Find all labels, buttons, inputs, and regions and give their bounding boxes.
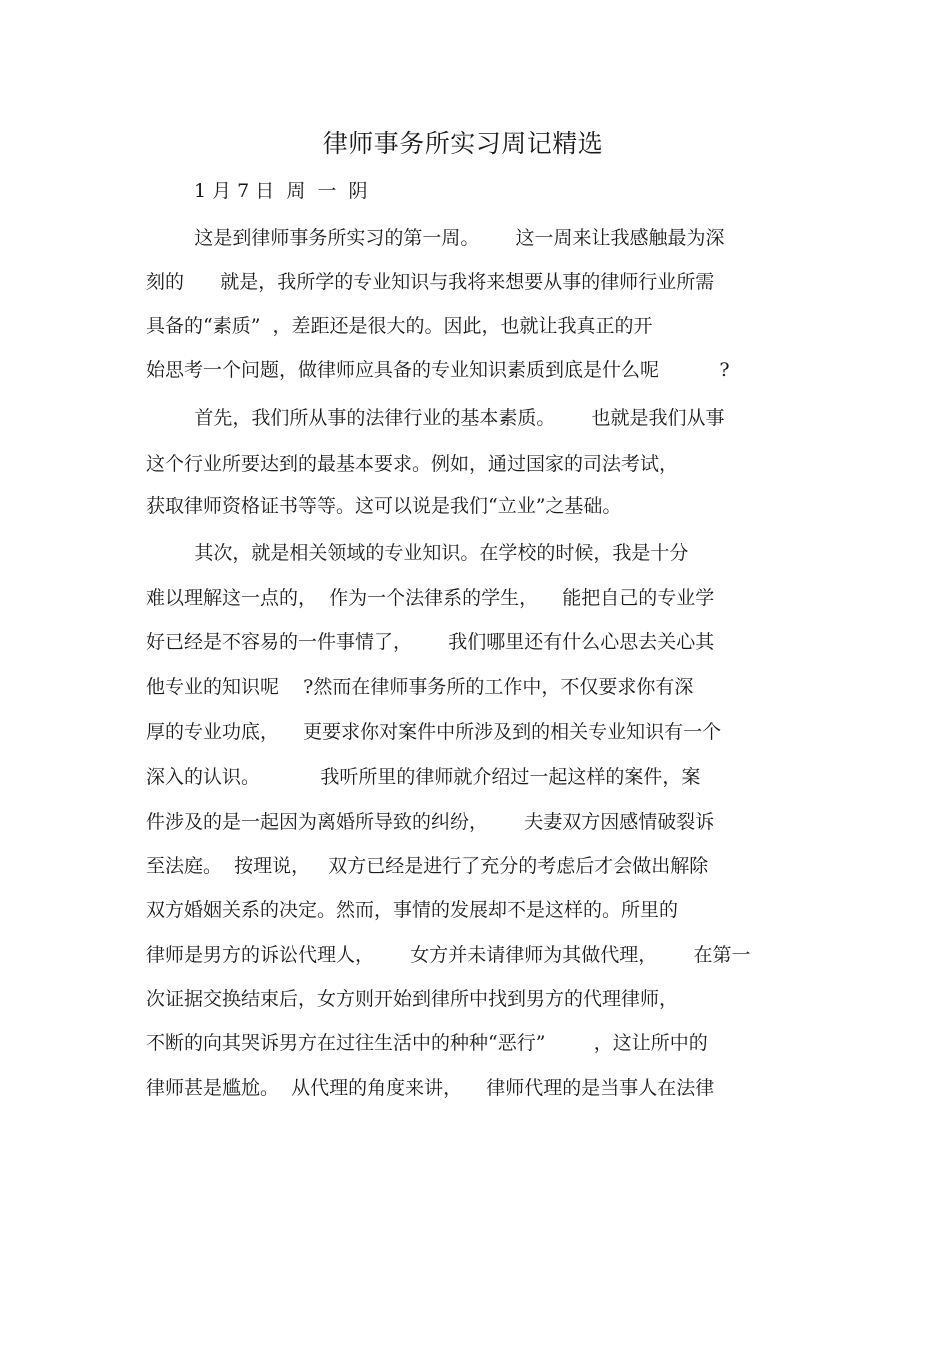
text-line: 不断的向其哭诉男方在过往生活中的种种“恶行” ，这让所中的 bbox=[146, 1032, 708, 1054]
text-line: 这个行业所要达到的最基本要求。例如，通过国家的司法考试， bbox=[146, 453, 679, 475]
text-line: 首先，我们所从事的法律行业的基本素质。 也就是我们从事 bbox=[146, 407, 725, 429]
text-line: 获取律师资格证书等等。这可以说是我们“立业”之基础。 bbox=[146, 495, 622, 517]
text-line: 厚的专业功底， 更要求你对案件中所涉及到的相关专业知识有一个 bbox=[146, 721, 722, 743]
date-line: 1 月 7 日 周 一 阴 bbox=[194, 180, 368, 202]
text-line: 至法庭。 按理说， 双方已经是进行了充分的考虑后才会做出解除 bbox=[146, 855, 709, 877]
text-line: 始思考一个问题，做律师应具备的专业知识素质到底是什么呢 ? bbox=[146, 359, 730, 381]
text-line: 双方婚姻关系的决定。然而，事情的发展却不是这样的。所里的 bbox=[146, 899, 679, 921]
text-line: 刻的 就是，我所学的专业知识与我将来想要从事的律师行业所需 bbox=[146, 271, 715, 293]
text-line: 其次，就是相关领域的专业知识。在学校的时候，我是十分 bbox=[146, 542, 689, 564]
text-line: 这是到律师事务所实习的第一周。 这一周来让我感触最为深 bbox=[146, 227, 725, 249]
page-title: 律师事务所实习周记精选 bbox=[322, 129, 604, 158]
text-line: 律师是男方的诉讼代理人， 女方并未请律师为其做代理， 在第一 bbox=[146, 944, 751, 966]
text-line: 次证据交换结束后，女方则开始到律所中找到男方的代理律师， bbox=[146, 988, 679, 1010]
text-line: 深入的认识。 我听所里的律师就介绍过一起这样的案件，案 bbox=[146, 766, 701, 788]
text-line: 具备的“素质” ，差距还是很大的。因此，也就让我真正的开 bbox=[146, 315, 653, 337]
text-line: 难以理解这一点的， 作为一个法律系的学生， 能把自己的专业学 bbox=[146, 587, 715, 609]
text-line: 他专业的知识呢 ?然而在律师事务所的工作中，不仅要求你有深 bbox=[146, 676, 694, 698]
text-line: 好已经是不容易的一件事情了， 我们哪里还有什么心思去关心其 bbox=[146, 631, 715, 653]
text-line: 件涉及的是一起因为离婚所导致的纠纷， 夫妻双方因感情破裂诉 bbox=[146, 811, 715, 833]
text-line: 律师甚是尴尬。 从代理的角度来讲， 律师代理的是当事人在法律 bbox=[146, 1077, 715, 1099]
